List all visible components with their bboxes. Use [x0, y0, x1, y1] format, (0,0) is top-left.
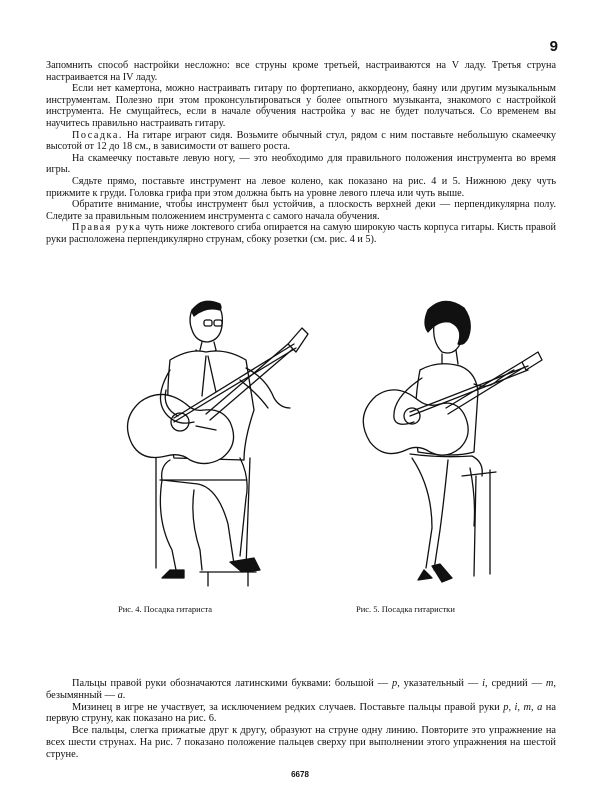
paragraph-no-tuning-fork: Если нет камертона, можно настраивать гитару по фортепиано, аккордеону, баяну или другим музыкальным инструментам. Полезно при этом проконсультироваться у более опытного музыканта, знакомого с настройкой инструмента. Не смущайтесь, если в начале обучения настройка у вас не будет получаться. Со временем вы научитесь правильно настраивать гитару. — [46, 83, 556, 129]
paragraph-little-finger: Мизинец в игре не участвует, за исключением редких случаев. Поставьте пальцы правой руки p, i, m, a на первую струну, как показано на рис. 6. — [46, 701, 556, 725]
bottom-text-block — [46, 678, 556, 761]
caption-figure-5: Рис. 5. Посадка гитаристки — [356, 604, 455, 614]
figure-female-guitarist — [350, 300, 550, 590]
figure-male-guitarist — [100, 290, 320, 590]
paragraph-exercise: Все пальцы, слегка прижатые друг к другу, образуют на струне одну линию. Повторите это упражнение на всех шести струнах. На рис. 7 показано положение пальцев сверху при выполнении этого упражнения на шестой струне. — [46, 725, 556, 760]
paragraph-tuning: Запомнить способ настройки несложно: все струны кроме третьей, настраиваются на V ладу. Третья струна настраивается на IV ладу. — [46, 60, 556, 83]
paragraph-stability: Обратите внимание, чтобы инструмент был устойчив, а плоскость верхней деки — перпендикулярна полу. Следите за правильным положением инструмента с самого начала обучения. — [46, 199, 556, 222]
paragraph-posture: Посадка. На гитаре играют сидя. Возьмите обычный стул, рядом с ним поставьте небольшую скамеечку высотой от 12 до 18 см., в зависимости от вашего роста. — [46, 129, 557, 153]
top-text-block — [46, 60, 556, 246]
posture-heading: Посадка. — [72, 129, 123, 141]
page-number: 9 — [549, 38, 558, 55]
footer-code: 6678 — [291, 770, 309, 779]
paragraph-footstool: На скамеечку поставьте левую ногу, — это необходимо для правильного положения инструмента во время игры. — [46, 152, 556, 176]
paragraph-right-hand: Правая рука чуть ниже локтевого сгиба опирается на самую широкую часть корпуса гитары. Кисть правой руки расположена перпендикулярно струнам, сбоку розетки (см. рис. 4 и 5). — [46, 222, 556, 245]
caption-figure-4: Рис. 4. Посадка гитариста — [118, 604, 213, 614]
right-hand-heading: Правая рука — [72, 222, 142, 234]
paragraph-finger-names: Пальцы правой руки обозначаются латинскими буквами: большой — p, указательный — i, средний — m, безымянный — a. — [46, 678, 556, 701]
paragraph-sit-straight: Сядьте прямо, поставьте инструмент на левое колено, как показано на рис. 4 и 5. Нижнюю деку чуть прижмите к груди. Головка грифа при этом должна быть на уровне левого плеча или чуть выше. — [46, 175, 556, 199]
